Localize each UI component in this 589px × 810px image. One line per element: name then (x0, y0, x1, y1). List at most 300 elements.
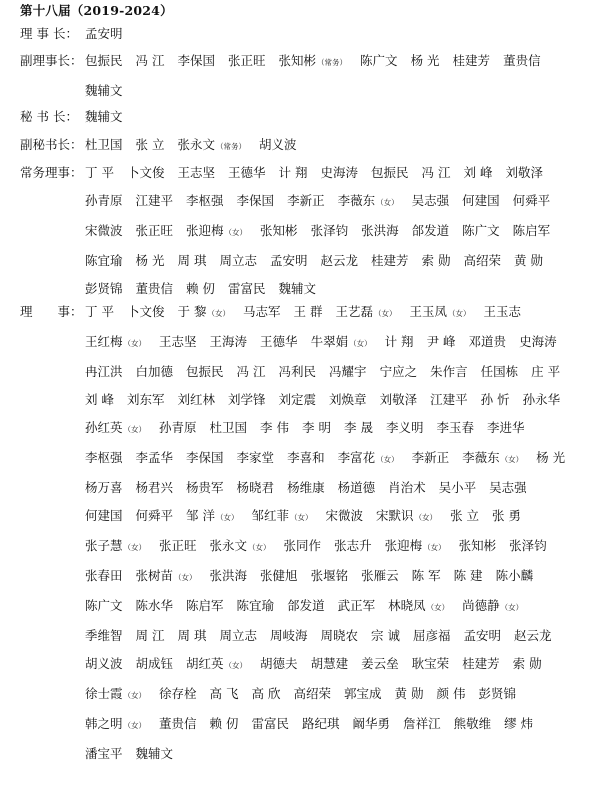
member-name (294, 680, 332, 708)
member-name (469, 328, 507, 356)
member-name-text: 魏辅文 (85, 109, 123, 124)
member-name-text: 周晓农 (320, 628, 359, 643)
member-name-text: 张正旺 (228, 53, 266, 68)
member-name (85, 680, 146, 710)
member-name (437, 680, 466, 708)
member-name (136, 562, 197, 592)
member-name-text: 何建国 (462, 193, 500, 208)
member-name (376, 502, 437, 532)
member-name-text: 王艺磊 (335, 304, 373, 319)
member-name (430, 386, 468, 414)
member-name (311, 217, 349, 245)
member-name (344, 680, 382, 708)
member-name-text: 彭贤锦 (85, 281, 123, 296)
member-name-text: 吴志强 (411, 193, 450, 208)
member-name-text: 何舜平 (135, 508, 174, 523)
member-name (371, 159, 409, 187)
member-name (513, 650, 542, 678)
member-name (85, 47, 123, 75)
member-name-text: 张志升 (334, 538, 372, 553)
member-name (439, 474, 477, 502)
member-name (279, 386, 317, 414)
member-name (335, 298, 396, 328)
member-name (127, 298, 165, 326)
member-name-text: 冯利民 (278, 364, 317, 379)
member-name (85, 502, 123, 530)
member-name-text: 张正旺 (159, 538, 197, 553)
member-name-text: 包振民 (85, 53, 123, 68)
member-note: （女） (123, 339, 147, 348)
member-name (219, 622, 257, 650)
member-name-text: 张堰铭 (310, 568, 349, 583)
member-name-text: 李保国 (186, 450, 224, 465)
member-name-text: 白加德 (135, 364, 174, 379)
member-name (136, 740, 174, 768)
member-name (252, 710, 290, 738)
member-name (353, 710, 391, 738)
member-name (136, 247, 165, 275)
section-label: 理 事： (20, 304, 83, 319)
member-name-text: 杜卫国 (85, 137, 123, 152)
member-name (178, 131, 247, 161)
member-name (260, 562, 298, 590)
member-name (506, 159, 544, 187)
member-name (481, 358, 519, 386)
member-name-text: 张雁云 (361, 568, 399, 583)
member-name-text: 黄 勋 (514, 253, 544, 268)
member-name (85, 131, 123, 159)
member-name-text: 张正旺 (135, 223, 174, 238)
member-name-text: 周 江 (135, 628, 165, 643)
member-name (228, 386, 266, 414)
member-name-text: 宁应之 (379, 364, 418, 379)
member-name-text: 王志坚 (159, 334, 197, 349)
member-name-text: 陈广文 (360, 53, 398, 68)
member-name (454, 710, 492, 738)
member-name-text: 刘敬泽 (505, 165, 544, 180)
member-name-text: 张知彬 (260, 223, 298, 238)
member-name-text: 李薇东 (337, 193, 376, 208)
member-name (371, 622, 400, 650)
member-name-text: 马志军 (242, 304, 281, 319)
member-name (360, 47, 398, 75)
member-name-text: 陈宜瑜 (236, 598, 275, 613)
member-name-text: 桂建芳 (452, 53, 491, 68)
member-name (321, 247, 359, 275)
member-name (85, 414, 146, 444)
member-name-text: 高 飞 (209, 686, 239, 701)
member-name (85, 328, 146, 358)
member-name (514, 622, 552, 650)
member-name (462, 444, 523, 474)
member-name-text: 杨贵军 (186, 480, 224, 495)
member-name-text: 孟安明 (463, 628, 502, 643)
member-name (361, 562, 399, 590)
member-name-text: 阚华勇 (352, 716, 391, 731)
member-name (338, 592, 376, 620)
member-name-text: 庄 平 (531, 364, 561, 379)
member-name (311, 562, 349, 590)
member-name (412, 650, 450, 678)
member-name-text: 韩之明 (85, 716, 123, 731)
member-name (422, 159, 451, 187)
member-name-text: 张迎梅 (186, 223, 224, 238)
member-name (462, 592, 523, 622)
member-name-text: 刘焕章 (329, 392, 367, 407)
member-name-text: 邹 洋 (186, 508, 216, 523)
member-note: （女） (123, 691, 147, 700)
member-name (329, 358, 367, 386)
member-name (178, 47, 216, 75)
member-note: （女） (207, 309, 230, 318)
member-name-text: 卜文俊 (126, 304, 165, 319)
member-name-text: 索 勋 (421, 253, 451, 268)
member-name-text: 吴小平 (438, 480, 477, 495)
member-name-text: 魏辅文 (278, 281, 317, 296)
member-name (186, 187, 224, 215)
name-list (85, 20, 585, 48)
section-label: 常务理事： (20, 165, 83, 180)
member-name (260, 217, 298, 245)
member-name-text: 王红梅 (85, 334, 123, 349)
member-name-text: 牛翠娟 (310, 334, 349, 349)
member-name (311, 328, 372, 358)
member-name-text: 徐存栓 (159, 686, 197, 701)
member-name-text: 冯 江 (135, 53, 165, 68)
member-note: （女） (500, 455, 524, 464)
member-name (85, 159, 114, 187)
member-name (412, 187, 450, 215)
member-name-text: 赖 仞 (209, 716, 239, 731)
member-name-text: 江建平 (135, 193, 174, 208)
name-list (85, 298, 585, 768)
member-name (412, 562, 441, 590)
member-name (136, 358, 174, 386)
member-name (395, 680, 424, 708)
member-name (243, 298, 281, 326)
member-name (329, 386, 367, 414)
member-name-text: 杨 光 (135, 253, 165, 268)
member-name (178, 298, 230, 328)
member-name-text: 屈彦福 (413, 628, 451, 643)
member-name-text: 张 勇 (492, 508, 522, 523)
member-name-text: 张健旭 (260, 568, 298, 583)
member-name (503, 47, 541, 75)
member-note: （女） (224, 661, 248, 670)
member-name (385, 532, 446, 562)
member-name (454, 562, 483, 590)
member-name (252, 680, 281, 708)
member-name (237, 358, 266, 386)
member-name (513, 187, 551, 215)
member-name-text: 李家堂 (236, 450, 275, 465)
member-name (178, 386, 216, 414)
member-name-text: 宋微波 (85, 223, 123, 238)
member-name (85, 187, 123, 215)
member-name-text: 王海涛 (209, 334, 248, 349)
member-name-text: 陈 军 (411, 568, 441, 583)
member-name-text: 张同作 (283, 538, 322, 553)
member-name (334, 532, 372, 560)
member-name (136, 474, 174, 502)
member-name (531, 358, 560, 386)
member-name-text: 邓道贵 (468, 334, 507, 349)
member-name-text: 丁 平 (85, 304, 114, 319)
member-name-text: 索 勋 (512, 656, 542, 671)
member-name-text: 张迎梅 (384, 538, 423, 553)
member-name-text: 刘学锋 (228, 392, 266, 407)
member-name (294, 298, 323, 326)
member-name-text: 李枢强 (186, 193, 224, 208)
member-name (159, 532, 197, 560)
member-name (85, 444, 123, 472)
member-name (159, 328, 197, 356)
member-name-text: 陈广文 (85, 598, 123, 613)
member-note: （女） (290, 513, 313, 522)
member-name (287, 474, 325, 502)
member-name (85, 532, 146, 562)
member-note: （女） (174, 573, 197, 582)
name-list (85, 131, 585, 161)
member-name (260, 414, 289, 442)
member-name (210, 414, 248, 442)
member-name (270, 247, 308, 275)
member-name-text: 李保国 (236, 193, 275, 208)
member-name-text: 肖治术 (388, 480, 426, 495)
member-name-text: 尚德静 (462, 598, 500, 613)
member-name-text: 董贵信 (135, 281, 174, 296)
member-name (237, 474, 275, 502)
member-name-text: 陈广文 (462, 223, 500, 238)
member-name (371, 247, 409, 275)
member-name-text: 魏辅文 (135, 746, 174, 761)
member-name-text: 李 伟 (260, 420, 290, 435)
member-name-text: 季维智 (85, 628, 123, 643)
member-name-text: 雷富民 (251, 716, 290, 731)
member-name (159, 680, 197, 708)
member-name (302, 710, 340, 738)
member-name-text: 陈小麟 (495, 568, 534, 583)
member-name (237, 187, 275, 215)
member-name-text: 徐士霞 (85, 686, 123, 701)
member-name-text: 计 翔 (278, 165, 308, 180)
member-name (85, 650, 123, 678)
member-name (85, 474, 123, 502)
member-name-text: 杨君兴 (135, 480, 174, 495)
member-name (228, 159, 266, 187)
member-name-text: 郃发道 (411, 223, 450, 238)
member-name-text: 胡慧建 (310, 656, 349, 671)
member-name-text: 张泽钧 (509, 538, 547, 553)
member-name (127, 386, 165, 414)
member-name (279, 47, 348, 77)
member-name-text: 李 晟 (344, 420, 373, 435)
member-name (186, 592, 224, 620)
section-label: 理 事 长： (20, 26, 78, 41)
member-name-text: 张永文 (177, 137, 216, 152)
member-name (361, 650, 399, 678)
member-name (338, 187, 399, 217)
member-name-text: 赵云龙 (514, 628, 552, 643)
member-name-text: 张洪海 (209, 568, 248, 583)
member-name (462, 187, 500, 215)
member-name-text: 卜文俊 (126, 165, 165, 180)
member-name (279, 159, 308, 187)
member-name (259, 131, 297, 159)
member-name-text: 于 黎 (177, 304, 207, 319)
member-name-text: 郃发道 (287, 598, 325, 613)
member-name-text: 冉江洪 (85, 364, 123, 379)
member-name-text: 孟安明 (85, 26, 123, 41)
member-name (380, 358, 418, 386)
member-name-text: 张知彬 (278, 53, 317, 68)
member-name-text: 熊敬维 (453, 716, 492, 731)
member-name (388, 474, 426, 502)
member-name (523, 386, 561, 414)
member-name (464, 622, 502, 650)
member-name-text: 张 立 (450, 508, 480, 523)
member-name-text: 董贵信 (503, 53, 541, 68)
member-name-text: 李义明 (386, 420, 424, 435)
member-name-text: 孟安明 (270, 253, 308, 268)
member-note: （女） (423, 543, 446, 552)
member-name-text: 王玉凤 (409, 304, 448, 319)
member-name (85, 622, 123, 650)
member-name-text: 姜云垒 (361, 656, 399, 671)
member-name-text: 李喜和 (287, 450, 325, 465)
member-name (85, 386, 114, 414)
member-name (513, 217, 551, 245)
member-name (287, 444, 325, 472)
member-name (321, 159, 359, 187)
member-name (159, 414, 197, 442)
member-name (159, 710, 197, 738)
member-name (85, 358, 123, 386)
member-name-text: 胡义波 (259, 137, 297, 152)
member-name-text: 李富花 (337, 450, 376, 465)
member-name-text: 李进华 (487, 420, 525, 435)
member-name (459, 532, 497, 560)
member-name-text: 刘红林 (177, 392, 216, 407)
member-name (85, 562, 123, 590)
member-name (178, 159, 216, 187)
member-note: （女） (248, 543, 271, 552)
member-name (453, 47, 491, 75)
member-name-text: 尹 峰 (426, 334, 456, 349)
member-name (136, 187, 174, 215)
member-name-text: 高 欣 (251, 686, 281, 701)
member-name (186, 650, 247, 680)
member-note: （女） (414, 513, 438, 522)
member-name-text: 何建国 (85, 508, 123, 523)
member-name (489, 474, 527, 502)
member-name (85, 740, 123, 768)
member-name-text: 李新正 (287, 193, 325, 208)
member-name-text: 计 翔 (384, 334, 414, 349)
member-name (210, 532, 271, 562)
member-name-text: 张树苗 (135, 568, 174, 583)
member-name (127, 159, 165, 187)
member-name (412, 444, 450, 472)
member-name-text: 任国栋 (480, 364, 519, 379)
member-name-text: 周岐海 (270, 628, 308, 643)
member-name (228, 47, 266, 75)
member-name (237, 444, 275, 472)
member-name-text: 李玉春 (436, 420, 475, 435)
member-name-text: 潘宝平 (85, 746, 123, 761)
member-name-text: 黄 勋 (394, 686, 424, 701)
member-name (85, 217, 123, 245)
member-name (178, 622, 207, 650)
member-name-text: 郭宝成 (344, 686, 382, 701)
member-name (361, 217, 399, 245)
member-name-text: 彭贤锦 (478, 686, 517, 701)
member-name (464, 247, 502, 275)
member-name (270, 622, 308, 650)
member-name-text: 胡成钰 (135, 656, 174, 671)
member-name-text: 包振民 (371, 165, 409, 180)
member-name (411, 47, 440, 75)
member-name (136, 131, 165, 159)
member-name-text: 张泽钧 (310, 223, 349, 238)
member-note: （女） (123, 543, 147, 552)
member-name (85, 103, 123, 131)
member-name-text: 刘东军 (126, 392, 165, 407)
member-name-text: 吴志强 (489, 480, 527, 495)
member-name (380, 386, 418, 414)
member-name (210, 680, 239, 708)
member-name-text: 赖 仞 (186, 281, 216, 296)
member-name-text: 杨晓君 (236, 480, 275, 495)
member-name (136, 592, 174, 620)
member-name-text: 包振民 (186, 364, 224, 379)
member-name-text: 雷富民 (228, 281, 266, 296)
member-name-text: 高绍荣 (293, 686, 332, 701)
member-name (437, 414, 475, 442)
member-name-text: 冯 江 (236, 364, 266, 379)
member-name (450, 502, 479, 530)
member-name-text: 李枢强 (85, 450, 123, 465)
member-note: （女） (123, 425, 147, 434)
member-note: （女） (224, 228, 248, 237)
member-name (403, 710, 441, 738)
member-name (210, 328, 248, 356)
member-name-text: 周 琪 (177, 628, 207, 643)
member-name (136, 444, 174, 472)
member-note: （常务） (317, 58, 348, 67)
member-name-text: 周 琪 (177, 253, 207, 268)
member-note: （女） (426, 603, 450, 612)
member-name-text: 史海涛 (519, 334, 557, 349)
member-name-text: 丁 平 (85, 165, 114, 180)
member-name (136, 47, 165, 75)
member-name (186, 474, 224, 502)
member-name (504, 710, 533, 738)
member-name (136, 217, 174, 245)
member-name (279, 358, 317, 386)
section-label: 秘 书 长： (20, 109, 78, 124)
member-name-text: 杨维康 (287, 480, 325, 495)
member-note: （女） (448, 309, 471, 318)
name-list (85, 159, 585, 303)
member-name-text: 陈 建 (453, 568, 483, 583)
member-note: （女） (376, 455, 399, 464)
member-name (284, 532, 322, 560)
member-name (210, 562, 248, 590)
member-name (462, 650, 500, 678)
member-name-text: 李薇东 (462, 450, 500, 465)
member-name-text: 高绍荣 (463, 253, 502, 268)
